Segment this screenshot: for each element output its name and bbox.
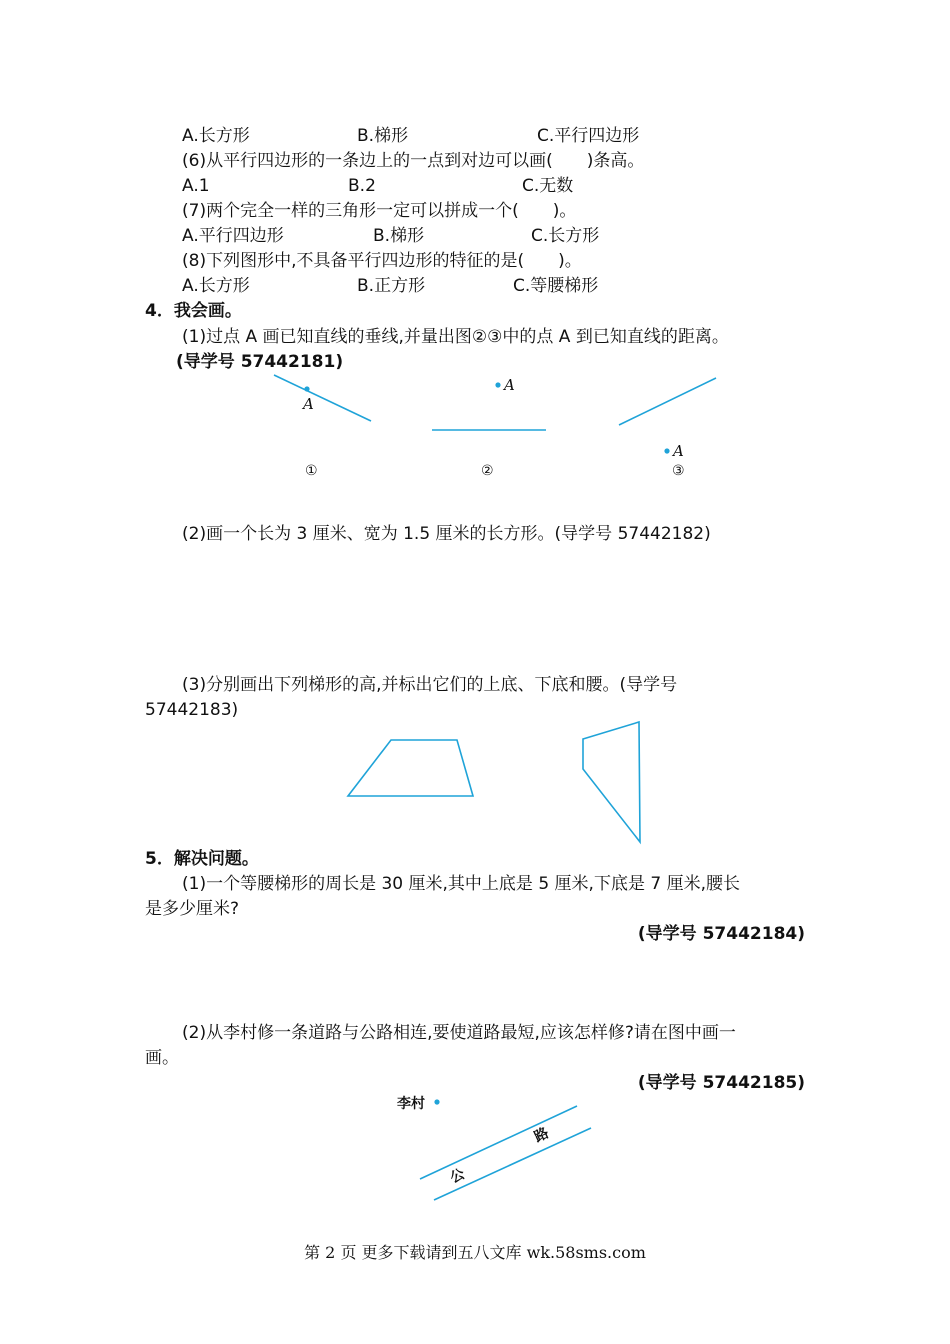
fig3-point xyxy=(664,448,669,453)
q4-part3-line2: 57442183) xyxy=(145,700,239,720)
q4-part1-ref: (导学号 57442181) xyxy=(176,352,344,372)
fig2-point xyxy=(495,382,500,387)
q4-part3-line1: (3)分别画出下列梯形的高,并标出它们的上底、下底和腰。(导学号 xyxy=(182,675,678,695)
fig3-point-label: A xyxy=(673,442,684,460)
page-footer: 第 2 页 更多下载请到五八文库 wk.58sms.com xyxy=(304,1243,646,1262)
fig1-line xyxy=(274,375,371,421)
q5-part2-ref: (导学号 57442185) xyxy=(637,1073,805,1093)
trapezoid-2 xyxy=(583,722,640,842)
q8-option-a: A.长方形 xyxy=(182,276,250,296)
q7-text: (7)两个完全一样的三角形一定可以拼成一个( )。 xyxy=(182,201,577,221)
q6-option-a: A.1 xyxy=(182,176,210,196)
q4-part2-text: (2)画一个长为 3 厘米、宽为 1.5 厘米的长方形。(导学号 57442182) xyxy=(182,524,711,544)
trapezoid-1 xyxy=(348,740,473,796)
q4-part1-text: (1)过点 A 画已知直线的垂线,并量出图②③中的点 A 到已知直线的距离。 xyxy=(182,327,729,347)
q8-option-c: C.等腰梯形 xyxy=(513,276,599,296)
q5-heading: 5．解决问题。 xyxy=(145,849,259,869)
road-char-2: 路 xyxy=(531,1125,552,1146)
fig1-point xyxy=(304,386,309,391)
fig2-point-label: A xyxy=(504,376,515,394)
fig3-label: ③ xyxy=(672,463,685,479)
fig1-point-label: A xyxy=(303,395,314,413)
q5-part2-line2: 画。 xyxy=(145,1048,179,1068)
village-point xyxy=(434,1099,439,1104)
q6-text: (6)从平行四边形的一条边上的一点到对边可以画( )条高。 xyxy=(182,151,645,171)
q7-option-c: C.长方形 xyxy=(531,226,600,246)
q7-option-a: A.平行四边形 xyxy=(182,226,284,246)
q7-option-b: B.梯形 xyxy=(373,226,425,246)
q4-heading: 4．我会画。 xyxy=(145,301,242,321)
fig2-label: ② xyxy=(481,463,494,479)
q5-option-a: A.长方形 xyxy=(182,126,250,146)
q5-option-b: B.梯形 xyxy=(357,126,409,146)
q5-part1-ref: (导学号 57442184) xyxy=(637,924,805,944)
q5-part1-line2: 是多少厘米? xyxy=(145,899,240,919)
q6-option-b: B.2 xyxy=(348,176,376,196)
road-char-1: 公 xyxy=(447,1166,468,1187)
q6-option-c: C.无数 xyxy=(522,176,574,196)
q5-part1-line1: (1)一个等腰梯形的周长是 30 厘米,其中上底是 5 厘米,下底是 7 厘米,腰长 xyxy=(182,874,740,894)
q5-option-c: C.平行四边形 xyxy=(537,126,640,146)
q8-text: (8)下列图形中,不具备平行四边形的特征的是( )。 xyxy=(182,251,582,271)
q8-option-b: B.正方形 xyxy=(357,276,426,296)
road-edge-bottom xyxy=(434,1128,591,1200)
fig3-line xyxy=(619,378,716,425)
fig1-label: ① xyxy=(305,463,318,479)
road-edge-top xyxy=(420,1106,577,1179)
q5-part2-line1: (2)从李村修一条道路与公路相连,要使道路最短,应该怎样修?请在图中画一 xyxy=(182,1023,736,1043)
village-label: 李村 xyxy=(397,1096,425,1112)
